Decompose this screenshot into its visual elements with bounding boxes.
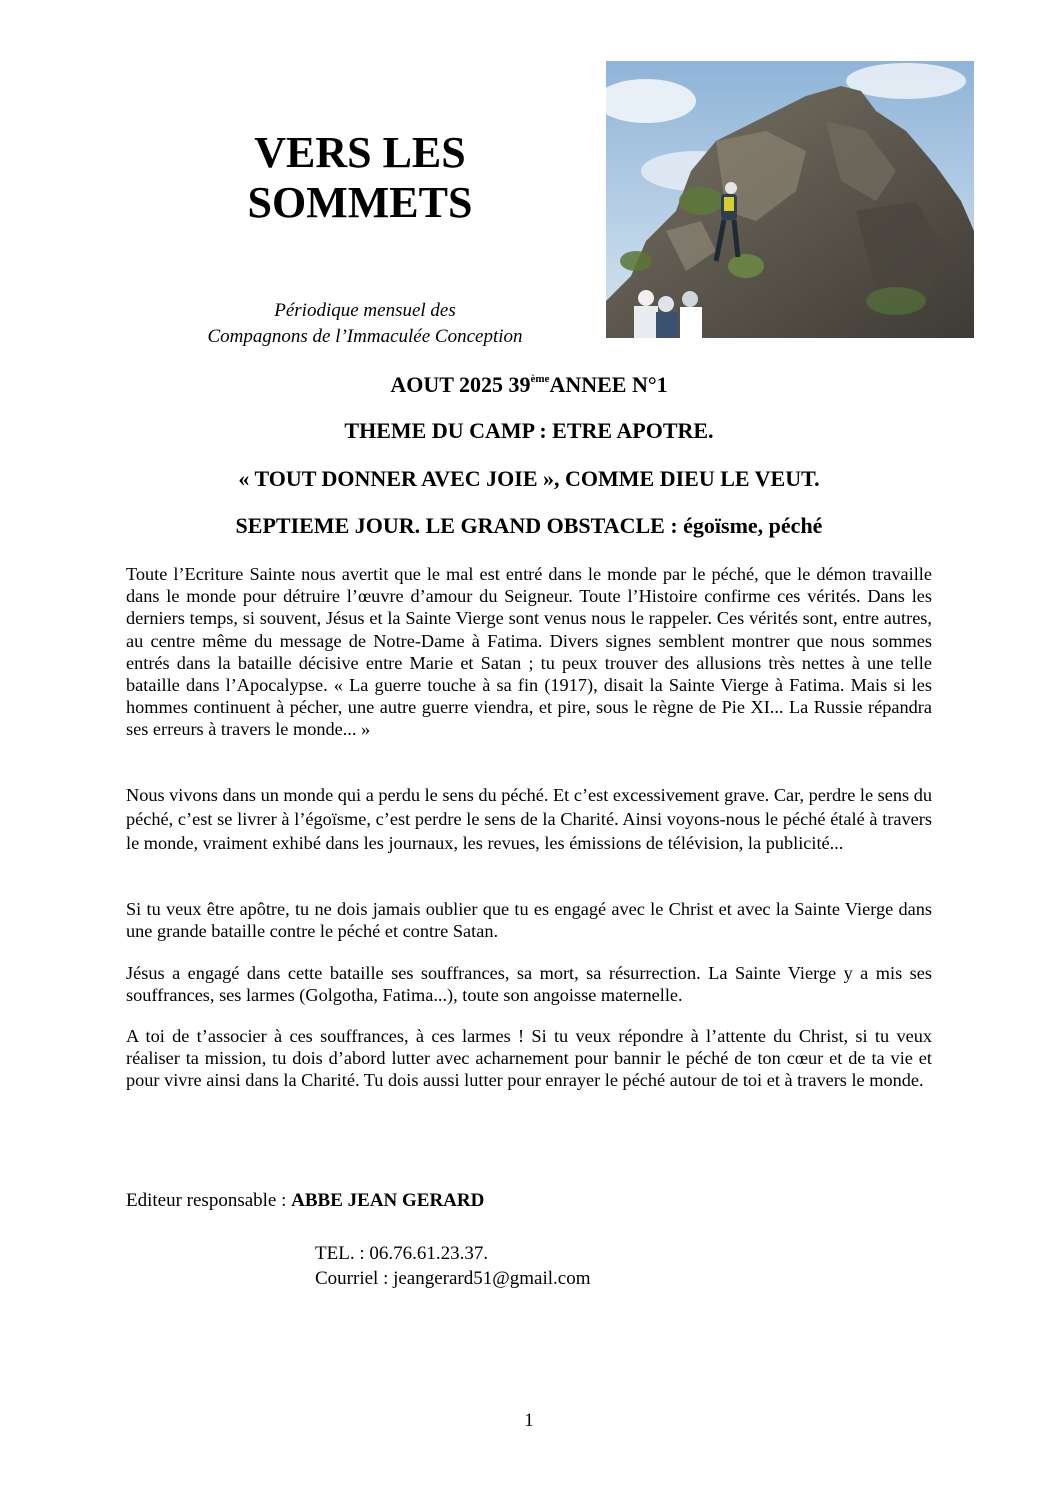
title-line-2: SOMMETS xyxy=(247,178,473,227)
paragraph-text: Jésus a engagé dans cette bataille ses souffrances, sa mort, sa résurrection. La Sainte Vierge y a mis ses souffrances, ses larmes (Golgotha, Fatima...), toute son angoisse maternelle. xyxy=(126,963,932,1006)
editor-name: ABBE JEAN GERARD xyxy=(291,1190,485,1211)
body-paragraph xyxy=(126,898,932,942)
subtitle-line-2: Compagnons de l’Immaculée Conception xyxy=(207,326,523,347)
contact-block xyxy=(315,1241,591,1291)
title-line-1: VERS LES xyxy=(254,128,466,177)
camp-theme-heading: THEME DU CAMP : ETRE APOTRE. xyxy=(344,418,714,443)
email-address: Courriel : jeangerard51@gmail.com xyxy=(315,1268,591,1289)
subtitle-line-1: Périodique mensuel des xyxy=(274,300,456,321)
issue-line xyxy=(0,372,1058,398)
body-paragraph xyxy=(126,1025,932,1092)
page-number: 1 xyxy=(524,1410,534,1431)
editor-label: Editeur responsable : xyxy=(126,1190,292,1211)
body-paragraph xyxy=(126,563,932,741)
paragraph-text: Toute l’Ecriture Sainte nous avertit que le mal est entré dans le monde par le péché, que le démon travaille dans le monde pour détruire l’œuvre d’amour du Seigneur. Toute l’Histoire confirme ces vérités. Dans les derniers temps, si souvent, Jésus et la Sainte Vierge sont venus nous le rappeler. Ces vérités sont, entre autres, au centre même du message de Notre-Dame à Fatima. Divers signes semblent montrer que nous sommes entrés dans la bataille décisive entre Marie et Satan ; tu peux trouver des allusions très nettes à une telle bataille dans l’Apocalypse. « La guerre touche à sa fin (1917), disait la Sainte Vierge à Fatima. Mais si les hommes continuent à pécher, une autre guerre viendra, et pire, sous le règne de Pie XI... La Russie répandra ses erreurs à travers le monde... » xyxy=(126,564,932,740)
issue-number: ANNEE N°1 xyxy=(549,372,668,397)
body-paragraph xyxy=(126,783,932,855)
phone-number: TEL. : 06.76.61.23.37. xyxy=(315,1243,489,1264)
day-heading: SEPTIEME JOUR. LE GRAND OBSTACLE : égoïsme, péché xyxy=(235,513,823,538)
newsletter-subtitle xyxy=(160,298,570,350)
newsletter-title xyxy=(200,128,520,228)
paragraph-text: A toi de t’associer à ces souffrances, à ces larmes ! Si tu veux répondre à l’attente du Christ, si tu veux réaliser ta mission, tu dois d’abord lutter avec acharnement pour bannir le péché de ton cœur et de ta vie et pour vivre ainsi dans la Charité. Tu dois aussi lutter pour enrayer le péché autour de toi et à travers le monde. xyxy=(126,1026,932,1091)
paragraph-text: Si tu veux être apôtre, tu ne dois jamais oublier que tu es engagé avec le Christ et avec la Sainte Vierge dans une grande bataille contre le péché et contre Satan. xyxy=(126,899,932,942)
quote-heading: « TOUT DONNER AVEC JOIE », COMME DIEU LE VEUT. xyxy=(238,466,820,491)
editor-line xyxy=(126,1190,484,1212)
paragraph-text: Nous vivons dans un monde qui a perdu le sens du péché. Et c’est excessivement grave. Car, perdre le sens du péché, c’est se livrer à l’égoïsme, c’est perdre le sens de la Charité. Ainsi voyons-nous le péché étalé à travers le monde, vraiment exhibé dans les journaux, les revues, les émissions de télévision, la publicité... xyxy=(126,785,932,853)
issue-ordinal: ème xyxy=(530,373,550,385)
body-paragraph xyxy=(126,962,932,1006)
issue-date: AOUT 2025 39 xyxy=(390,372,531,397)
climbing-photo xyxy=(606,61,974,338)
